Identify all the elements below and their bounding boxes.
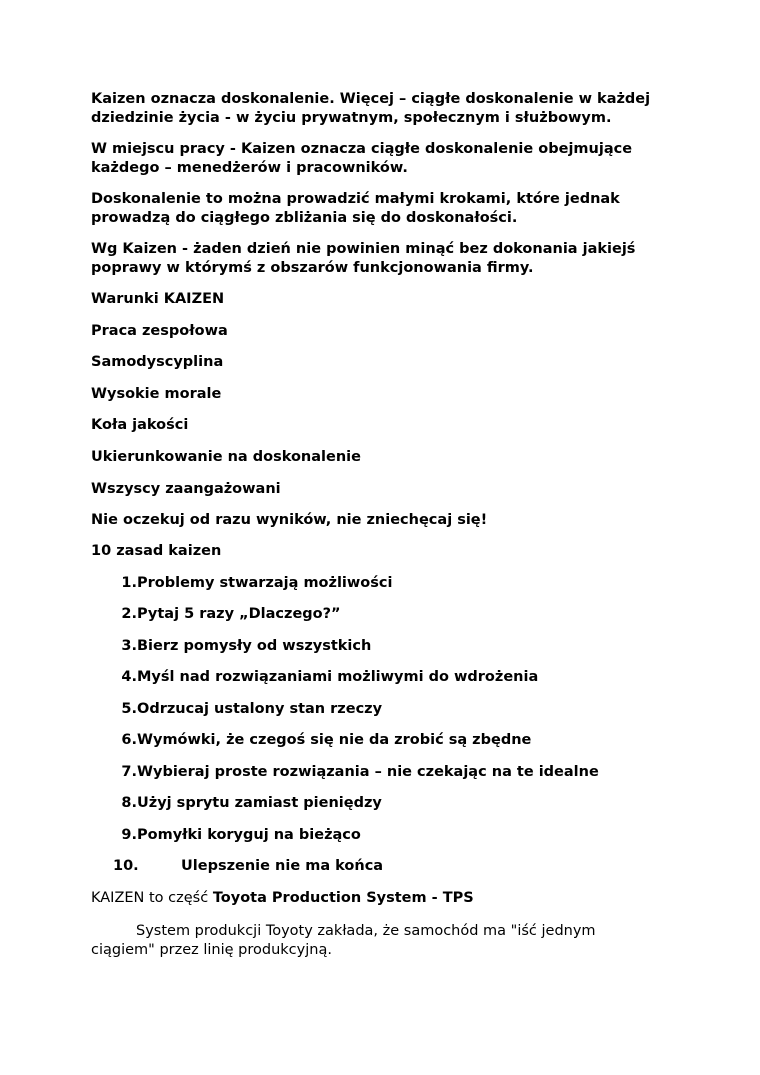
rule-number: 3. bbox=[121, 638, 137, 654]
rules-heading: 10 zasad kaizen bbox=[91, 543, 222, 559]
rule-number: 2. bbox=[121, 606, 137, 622]
rule-number: 10. bbox=[113, 858, 139, 874]
rule-number: 9. bbox=[121, 827, 137, 843]
rule-number: 4. bbox=[121, 669, 137, 685]
condition-item: Samodyscyplina bbox=[91, 354, 224, 370]
rule-text: Myśl nad rozwiązaniami możliwymi do wdrożenia bbox=[137, 669, 539, 685]
rule-text: Ulepszenie nie ma końca bbox=[181, 858, 384, 874]
rule-text: Wymówki, że czegoś się nie da zrobić są zbędne bbox=[137, 732, 532, 748]
rule-text: Użyj sprytu zamiast pieniędzy bbox=[137, 795, 382, 811]
rule-text: Problemy stwarzają możliwości bbox=[137, 575, 393, 591]
rule-number: 6. bbox=[121, 732, 137, 748]
rule-number: 7. bbox=[121, 764, 137, 780]
rule-number: 5. bbox=[121, 701, 137, 717]
tps-prefix: KAIZEN to część bbox=[91, 890, 213, 906]
condition-item: Ukierunkowanie na doskonalenie bbox=[91, 449, 361, 465]
intro-paragraph-2: W miejscu pracy - Kaizen oznacza ciągłe doskonalenie obejmujące każdego – menedżerów i pracowników. bbox=[91, 141, 633, 176]
rule-number: 1. bbox=[121, 575, 137, 591]
rule-text: Pomyłki koryguj na bieżąco bbox=[137, 827, 361, 843]
condition-item: Koła jakości bbox=[91, 417, 189, 433]
conditions-heading: Warunki KAIZEN bbox=[91, 291, 225, 307]
condition-item: Praca zespołowa bbox=[91, 323, 228, 339]
rule-text: Bierz pomysły od wszystkich bbox=[137, 638, 372, 654]
rule-text: Odrzucaj ustalony stan rzeczy bbox=[137, 701, 383, 717]
condition-item: Wszyscy zaangażowani bbox=[91, 481, 281, 497]
condition-item: Wysokie morale bbox=[91, 386, 222, 402]
condition-item: Nie oczekuj od razu wyników, nie zniechęcaj się! bbox=[91, 512, 488, 528]
rule-text: Pytaj 5 razy „Dlaczego?” bbox=[137, 606, 341, 622]
tps-bold: Toyota Production System - TPS bbox=[212, 890, 474, 906]
intro-paragraph-4: Wg Kaizen - żaden dzień nie powinien minąć bez dokonania jakiejś poprawy w którymś z obszarów funkcjonowania firmy. bbox=[91, 241, 636, 276]
tps-line bbox=[91, 889, 691, 908]
intro-paragraph-3: Doskonalenie to można prowadzić małymi krokami, które jednak prowadzą do ciągłego zbliżania się do doskonałości. bbox=[91, 191, 620, 226]
closing-paragraph: System produkcji Toyoty zakłada, że samochód ma "iść jednym ciągiem" przez linię produkcyjną. bbox=[91, 923, 596, 958]
intro-paragraph-1: Kaizen oznacza doskonalenie. Więcej – ciągłe doskonalenie w każdej dziedzinie życia - w życiu prywatnym, społecznym i służbowym. bbox=[91, 91, 651, 126]
rule-text: Wybieraj proste rozwiązania – nie czekając na te idealne bbox=[137, 764, 599, 780]
rule-number: 8. bbox=[121, 795, 137, 811]
